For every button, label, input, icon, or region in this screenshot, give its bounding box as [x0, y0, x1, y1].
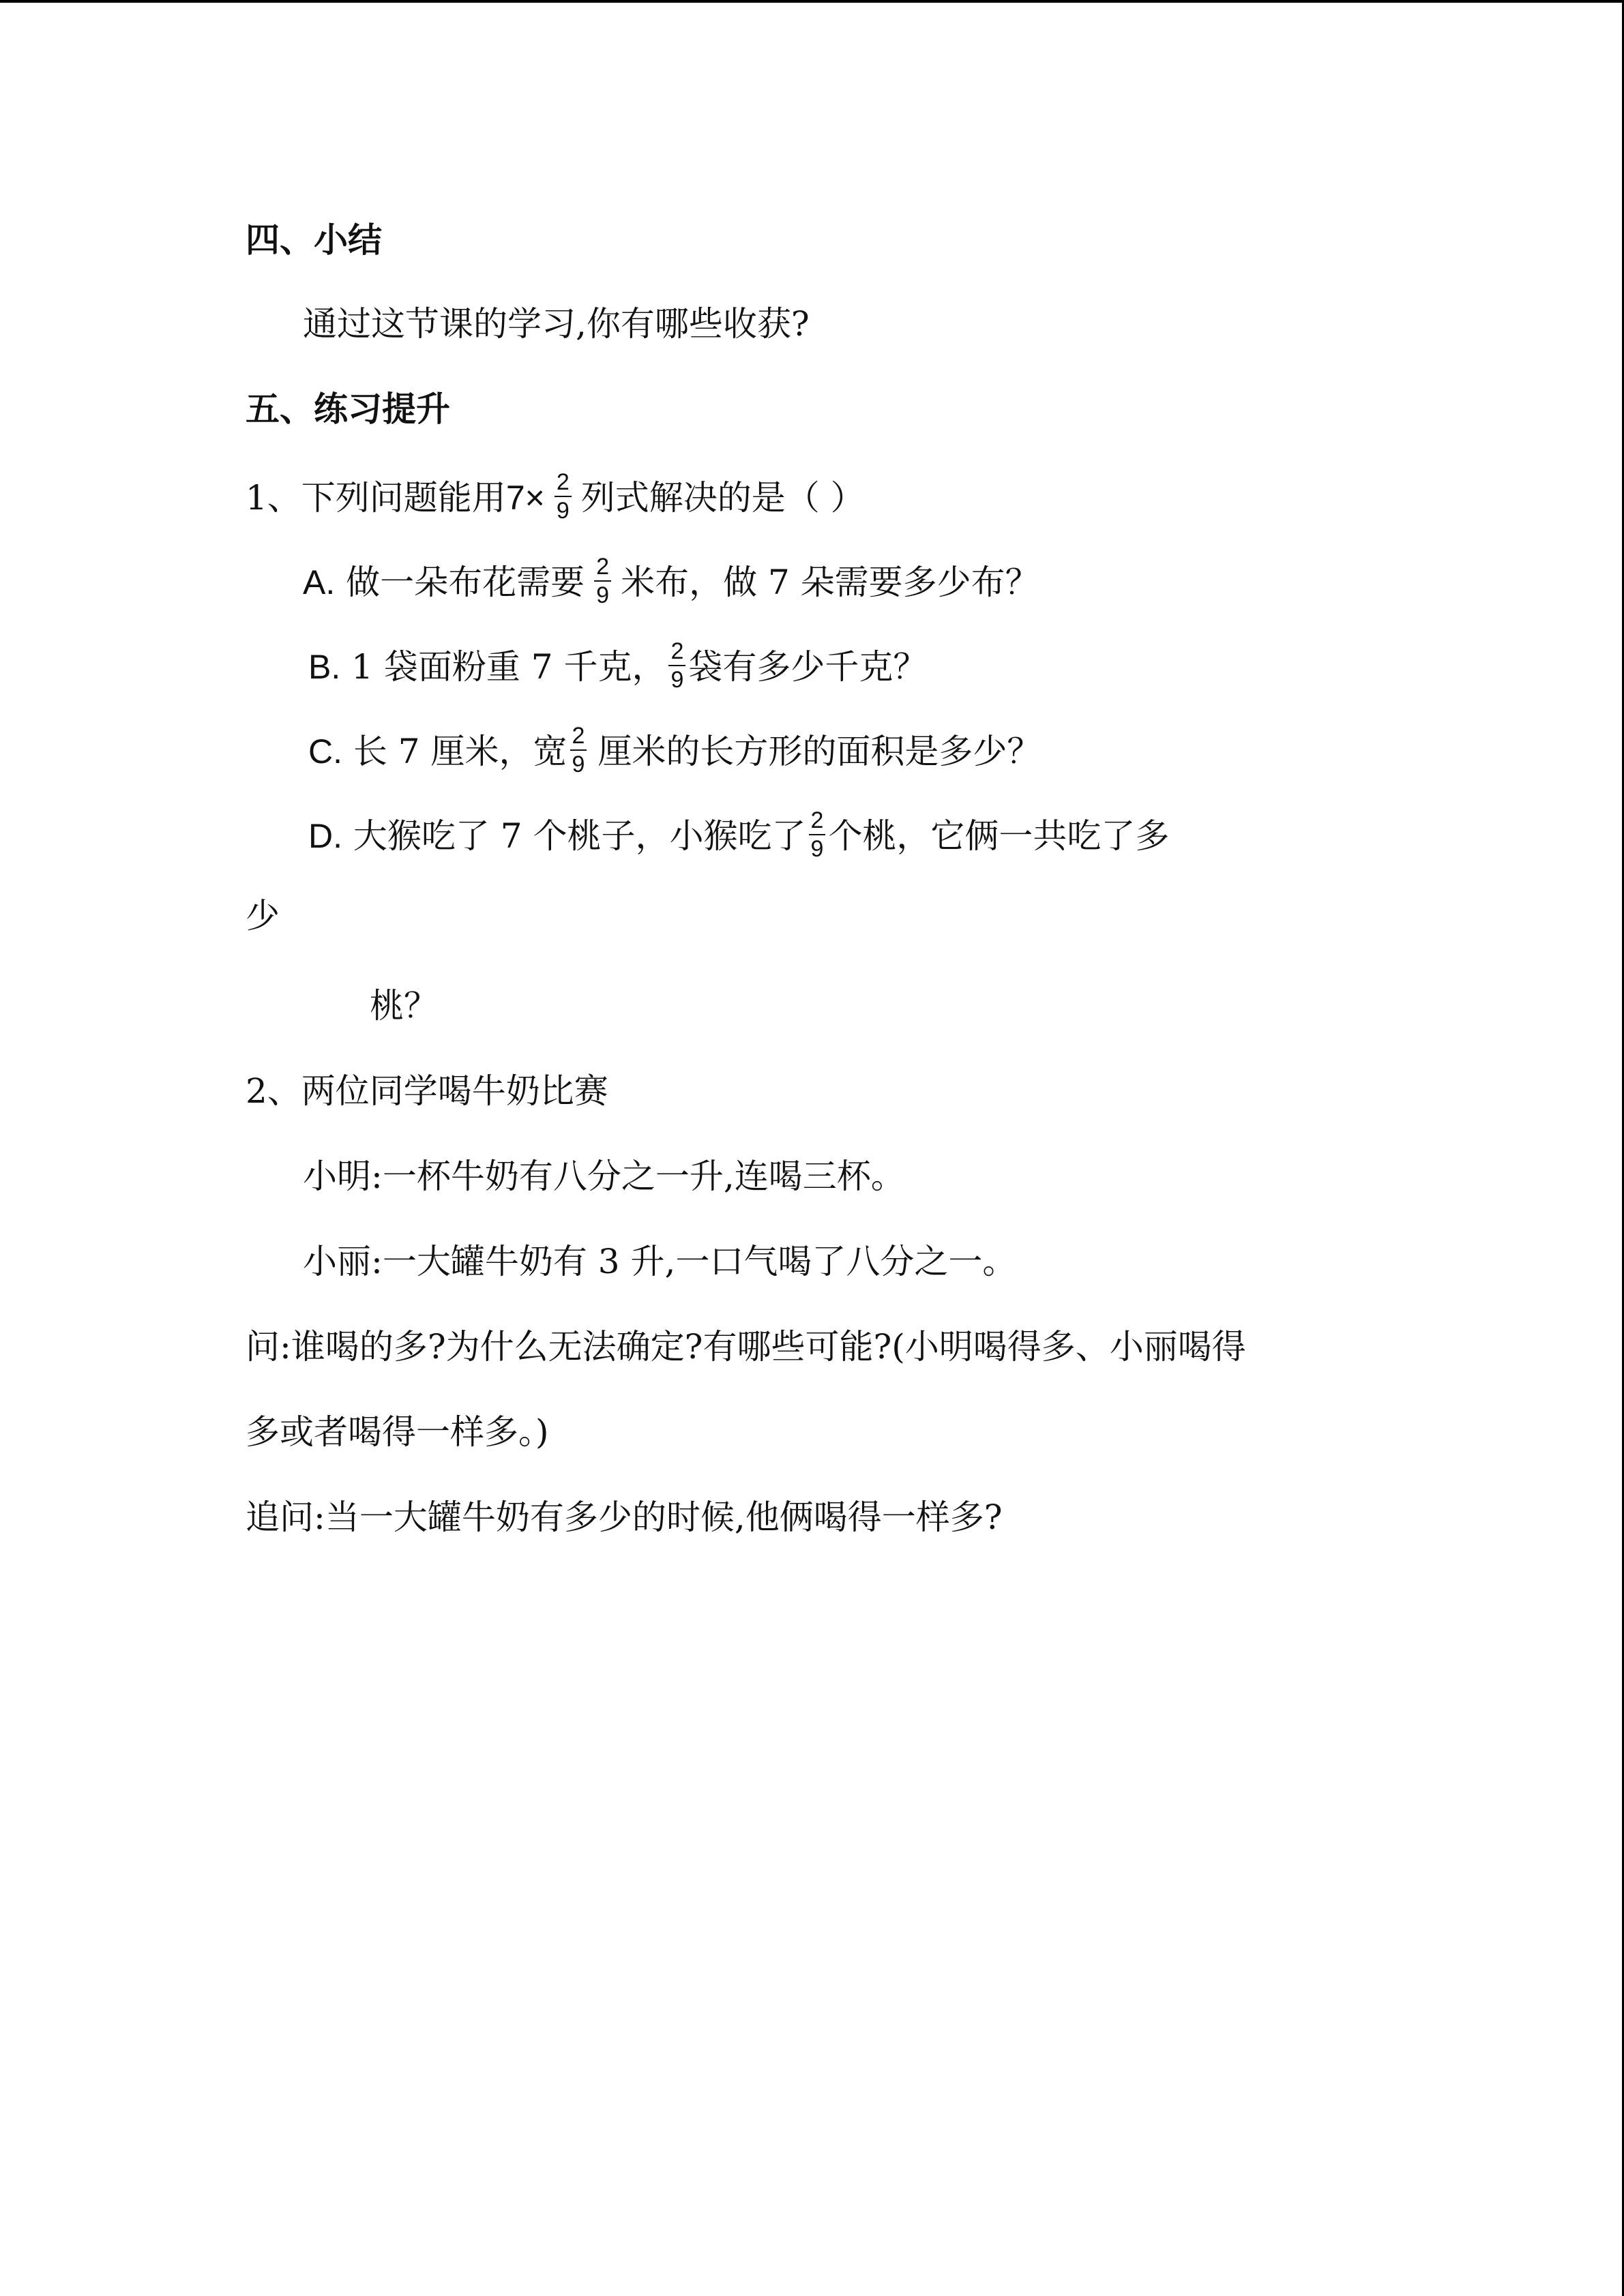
fraction-two-ninths — [668, 638, 685, 694]
fraction-two-ninths — [570, 722, 587, 778]
question-2-ask-line-2: 多或者喝得一样多。) — [246, 1412, 549, 1452]
section-4-heading: 四、小结 — [246, 220, 382, 260]
option-d-wrap-1: 少 — [246, 896, 280, 936]
option-a-text-post: 米布，做 7 朵需要多少布？ — [621, 563, 1039, 602]
question-2-ask-line-1: 问:谁喝的多?为什么无法确定?有哪些可能?(小明喝得多、小丽喝得 — [246, 1327, 1246, 1367]
fraction-two-ninths — [809, 807, 826, 863]
fraction-denominator: 9 — [572, 751, 585, 777]
xiaoming-statement: 小明:一杯牛奶有八分之一升,连喝三杯。 — [303, 1157, 905, 1196]
option-b-text-pre: 1 袋面粉重 7 千克， — [351, 647, 666, 687]
section-4-prompt: 通过这节课的学习,你有哪些收获? — [303, 304, 810, 344]
fraction-numerator: 2 — [556, 469, 570, 495]
fraction-numerator: 2 — [596, 554, 610, 580]
option-d-text-post: 个桃，它俩一共吃了多 — [828, 816, 1170, 856]
question-1-stem-prefix: 1、下列问题能用 — [246, 478, 506, 518]
section-5-heading: 五、练习提升 — [246, 389, 450, 429]
fraction-denominator: 9 — [810, 836, 824, 862]
fraction-numerator: 2 — [670, 638, 684, 664]
option-b-letter: B. — [308, 648, 341, 686]
xiaoli-statement: 小丽:一大罐牛奶有 3 升,一口气喝了八分之一。 — [303, 1242, 1017, 1281]
option-d-wrap-2: 桃？ — [370, 986, 438, 1026]
page-top-border — [0, 0, 1624, 3]
fraction-denominator: 9 — [670, 667, 684, 693]
fraction-numerator: 2 — [572, 723, 585, 749]
option-a-text-pre: 做一朵布花需要 — [346, 563, 585, 602]
question-2-followup: 追问:当一大罐牛奶有多少的时候,他俩喝得一样多? — [246, 1497, 1003, 1537]
question-1-stem-suffix: 列式解决的是（ ） — [580, 478, 865, 518]
question-2-stem: 2、两位同学喝牛奶比赛 — [246, 1071, 608, 1111]
fraction-two-ninths — [594, 553, 611, 609]
question-1-stem — [246, 469, 865, 524]
fraction-numerator: 2 — [810, 807, 824, 833]
fraction-denominator: 9 — [556, 498, 570, 524]
fraction-two-ninths — [555, 468, 572, 524]
option-b-text-post: 袋有多少千克？ — [688, 647, 928, 687]
option-c-text-post: 厘米的长方形的面积是多少？ — [597, 732, 1042, 771]
option-d-letter: D. — [308, 817, 342, 855]
option-c-text-pre: 长 7 厘米，宽 — [353, 732, 567, 771]
option-c — [308, 723, 1042, 777]
question-1-factor: 7× — [505, 479, 545, 517]
option-d — [308, 807, 1170, 862]
option-a-letter: A. — [303, 563, 336, 601]
option-a — [303, 554, 1039, 608]
option-c-letter: C. — [308, 732, 342, 771]
fraction-denominator: 9 — [596, 582, 610, 608]
option-b — [308, 638, 928, 693]
option-d-text-pre: 大猴吃了 7 个桃子，小猴吃了 — [353, 816, 806, 856]
